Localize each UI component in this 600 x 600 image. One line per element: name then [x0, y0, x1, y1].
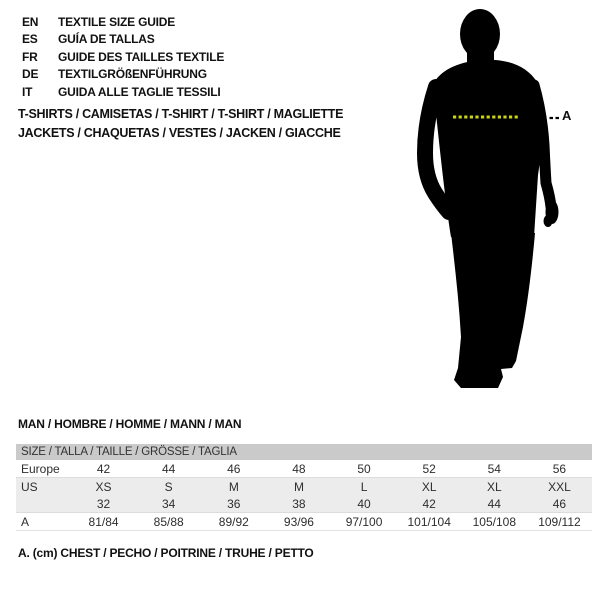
language-row	[22, 31, 224, 49]
table-cell: 46	[227, 461, 241, 476]
size-table-header: SIZE / TALLA / TAILLE / GRÖSSE / TAGLIA	[16, 444, 592, 460]
category-line-jackets: JACKETS / CHAQUETAS / VESTES / JACKEN / GIACCHE	[18, 125, 341, 140]
measure-label-a: A	[562, 108, 572, 123]
table-cell: 56	[552, 461, 567, 476]
table-cell: 89/92	[218, 514, 249, 529]
table-cell: 36	[227, 496, 241, 511]
row-label: A	[21, 514, 30, 529]
size-table	[16, 444, 592, 531]
table-cell: 93/96	[283, 514, 314, 529]
language-guide	[22, 13, 224, 101]
table-cell: 97/100	[345, 514, 383, 529]
table-cell: 81/84	[88, 514, 119, 529]
language-label: GUÍA DE TALLAS	[58, 32, 155, 47]
man-silhouette	[425, 9, 559, 388]
language-label: TEXTILE SIZE GUIDE	[58, 14, 176, 29]
language-code: ES	[22, 32, 38, 47]
garment-categories	[18, 105, 343, 142]
language-row	[22, 83, 224, 101]
table-cell: 52	[422, 461, 436, 476]
table-cell: M	[228, 479, 239, 494]
table-cell: XXL	[548, 479, 571, 494]
table-cell: 38	[292, 496, 306, 511]
table-cell: 109/112	[538, 514, 581, 529]
table-row-numeric	[16, 495, 592, 513]
table-cell: XL	[486, 479, 502, 494]
table-cell: XS	[95, 479, 112, 494]
language-row	[22, 48, 224, 66]
row-label: US	[21, 479, 38, 494]
language-label: TEXTILGRÖßENFÜHRUNG	[58, 67, 207, 82]
table-cell: 44	[162, 461, 176, 476]
table-cell: 50	[357, 461, 371, 476]
language-code: DE	[22, 67, 39, 82]
row-label: Europe	[21, 461, 60, 476]
language-label: GUIDE DES TAILLES TEXTILE	[58, 49, 225, 64]
table-cell: 40	[357, 496, 371, 511]
language-code: FR	[22, 49, 38, 64]
table-cell: M	[293, 479, 304, 494]
table-cell: 34	[162, 496, 176, 511]
category-line-tshirts: T-SHIRTS / CAMISETAS / T-SHIRT / T-SHIRT / MAGLIETTE	[18, 107, 344, 121]
table-cell: 54	[487, 461, 501, 476]
table-cell: 101/104	[407, 514, 451, 529]
table-cell: 32	[96, 496, 111, 511]
man-silhouette-figure	[415, 5, 575, 395]
table-cell: 85/88	[153, 514, 184, 529]
table-cell: XL	[421, 479, 437, 494]
table-row-chest-a	[16, 513, 592, 531]
table-cell: L	[360, 479, 368, 494]
table-cell: 42	[96, 461, 111, 476]
table-cell: S	[164, 479, 173, 494]
table-cell: 105/108	[472, 514, 516, 529]
table-cell: 46	[552, 496, 567, 511]
table-cell: 42	[422, 496, 436, 511]
table-row-us	[16, 478, 592, 495]
table-row-europe	[16, 460, 592, 478]
language-row	[22, 13, 224, 31]
language-code: EN	[22, 14, 39, 29]
table-cell: 48	[292, 461, 306, 476]
language-row	[22, 66, 224, 84]
chest-footnote: A. (cm) CHEST / PECHO / POITRINE / TRUHE / PETTO	[18, 546, 314, 560]
section-title-man: MAN / HOMBRE / HOMME / MANN / MAN	[18, 417, 242, 431]
language-label: GUIDA ALLE TAGLIE TESSILI	[58, 84, 221, 99]
table-cell: 44	[487, 496, 501, 511]
language-code: IT	[22, 84, 33, 99]
